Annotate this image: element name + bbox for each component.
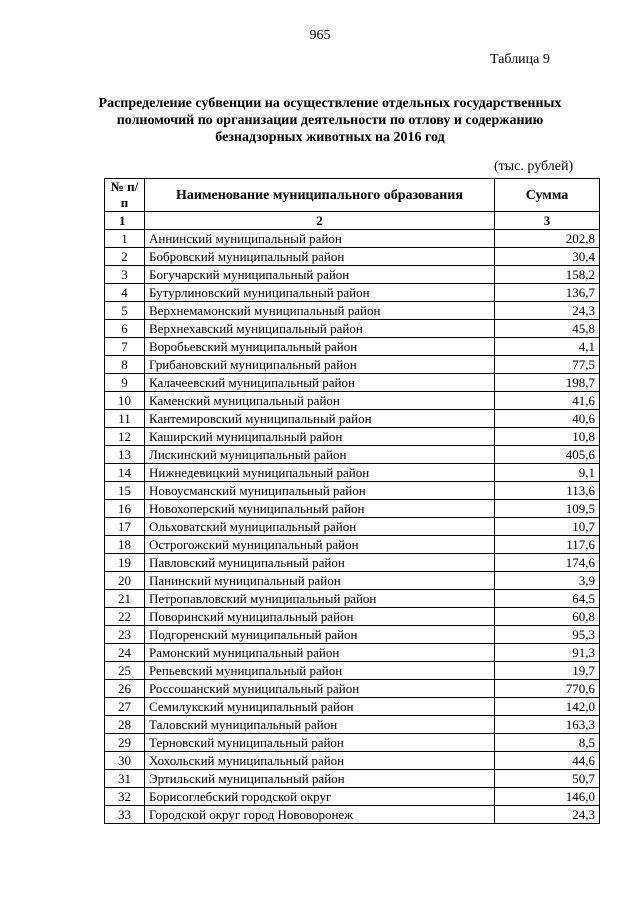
row-sum: 198,7 [495,374,600,392]
table-row [105,500,600,518]
row-sum: 136,7 [495,284,600,302]
row-name: Аннинский муниципальный район [145,230,495,248]
table-row [105,230,600,248]
row-num: 19 [105,554,145,572]
row-num: 3 [105,266,145,284]
row-name: Таловский муниципальный район [145,716,495,734]
row-sum: 174,6 [495,554,600,572]
row-sum: 41,6 [495,392,600,410]
table-row [105,608,600,626]
row-name: Бобровский муниципальный район [145,248,495,266]
row-name: Семилукский муниципальный район [145,698,495,716]
table-row [105,446,600,464]
row-name: Новохоперский муниципальный район [145,500,495,518]
row-num: 28 [105,716,145,734]
table-row [105,644,600,662]
row-num: 12 [105,428,145,446]
column-index-1: 1 [105,212,145,230]
row-sum: 770,6 [495,680,600,698]
table-label: Таблица 9 [490,52,550,67]
table-row [105,554,600,572]
row-name: Кантемировский муниципальный район [145,410,495,428]
row-name: Городской округ город Нововоронеж [145,806,495,824]
row-num: 23 [105,626,145,644]
row-num: 16 [105,500,145,518]
row-sum: 202,8 [495,230,600,248]
row-num: 20 [105,572,145,590]
row-num: 5 [105,302,145,320]
row-name: Терновский муниципальный район [145,734,495,752]
row-name: Каменский муниципальный район [145,392,495,410]
row-sum: 8,5 [495,734,600,752]
header-sum: Сумма [495,179,600,212]
table-row [105,320,600,338]
row-num: 13 [105,446,145,464]
row-name: Бутурлиновский муниципальный район [145,284,495,302]
table-row [105,482,600,500]
row-sum: 117,6 [495,536,600,554]
row-name: Хохольский муниципальный район [145,752,495,770]
row-name: Калачеевский муниципальный район [145,374,495,392]
row-num: 1 [105,230,145,248]
column-index-row [105,212,600,230]
row-sum: 77,5 [495,356,600,374]
row-sum: 50,7 [495,770,600,788]
table-row [105,248,600,266]
row-name: Воробьевский муниципальный район [145,338,495,356]
row-num: 18 [105,536,145,554]
table-row [105,698,600,716]
table-row [105,626,600,644]
column-index-2: 2 [145,212,495,230]
row-name: Поворинский муниципальный район [145,608,495,626]
row-name: Павловский муниципальный район [145,554,495,572]
row-num: 10 [105,392,145,410]
row-sum: 30,4 [495,248,600,266]
row-num: 30 [105,752,145,770]
row-num: 8 [105,356,145,374]
row-num: 26 [105,680,145,698]
table-row [105,788,600,806]
table-row [105,266,600,284]
table-row [105,356,600,374]
table-row [105,464,600,482]
row-num: 11 [105,410,145,428]
row-num: 27 [105,698,145,716]
table-row [105,302,600,320]
row-num: 4 [105,284,145,302]
subvention-table [104,178,600,824]
row-num: 33 [105,806,145,824]
row-sum: 10,8 [495,428,600,446]
row-num: 21 [105,590,145,608]
row-sum: 10,7 [495,518,600,536]
table-row [105,338,600,356]
table-row [105,680,600,698]
row-name: Репьевский муниципальный район [145,662,495,680]
table-row [105,284,600,302]
row-sum: 158,2 [495,266,600,284]
table-row [105,752,600,770]
table-row [105,428,600,446]
row-sum: 60,8 [495,608,600,626]
row-num: 24 [105,644,145,662]
row-name: Богучарский муниципальный район [145,266,495,284]
row-sum: 91,3 [495,644,600,662]
row-sum: 146,0 [495,788,600,806]
row-num: 7 [105,338,145,356]
row-num: 22 [105,608,145,626]
row-sum: 4,1 [495,338,600,356]
row-num: 2 [105,248,145,266]
row-name: Верхнемамонский муниципальный район [145,302,495,320]
row-name: Россошанский муниципальный район [145,680,495,698]
row-num: 6 [105,320,145,338]
row-sum: 9,1 [495,464,600,482]
row-sum: 24,3 [495,302,600,320]
row-sum: 3,9 [495,572,600,590]
row-num: 17 [105,518,145,536]
table-row [105,392,600,410]
row-name: Подгоренский муниципальный район [145,626,495,644]
row-name: Новоусманский муниципальный район [145,482,495,500]
row-sum: 64,5 [495,590,600,608]
table-row [105,770,600,788]
page-number: 965 [309,28,331,43]
table-row [105,716,600,734]
row-name: Лискинский муниципальный район [145,446,495,464]
row-name: Нижнедевицкий муниципальный район [145,464,495,482]
row-sum: 19,7 [495,662,600,680]
header-num: № п/п [105,179,145,212]
table-row [105,806,600,824]
row-name: Панинский муниципальный район [145,572,495,590]
row-name: Ольховатский муниципальный район [145,518,495,536]
row-num: 9 [105,374,145,392]
row-sum: 113,6 [495,482,600,500]
row-name: Грибановский муниципальный район [145,356,495,374]
row-sum: 142,0 [495,698,600,716]
header-name: Наименование муниципального образования [145,179,495,212]
row-num: 32 [105,788,145,806]
row-name: Острогожский муниципальный район [145,536,495,554]
row-sum: 44,6 [495,752,600,770]
row-sum: 40,6 [495,410,600,428]
row-num: 14 [105,464,145,482]
table-row [105,518,600,536]
table-header-row [105,179,600,212]
table-row [105,572,600,590]
row-name: Рамонский муниципальный район [145,644,495,662]
table-row [105,662,600,680]
row-num: 29 [105,734,145,752]
row-sum: 405,6 [495,446,600,464]
row-name: Петропавловский муниципальный район [145,590,495,608]
row-sum: 95,3 [495,626,600,644]
row-name: Борисоглебский городской округ [145,788,495,806]
table-row [105,374,600,392]
table-row [105,590,600,608]
row-sum: 45,8 [495,320,600,338]
row-name: Верхнехавский муниципальный район [145,320,495,338]
row-name: Эртильский муниципальный район [145,770,495,788]
row-sum: 109,5 [495,500,600,518]
row-num: 15 [105,482,145,500]
table-row [105,536,600,554]
table-row [105,410,600,428]
row-num: 31 [105,770,145,788]
row-name: Каширский муниципальный район [145,428,495,446]
table-row [105,734,600,752]
unit-label: (тыс. рублей) [494,159,574,174]
table-title: Распределение субвенции на осуществление отдельных государственных полномочий по организации деятельности по отлову и содержанию безнадзорных животных на 2016 год [98,96,562,145]
row-sum: 163,3 [495,716,600,734]
row-num: 25 [105,662,145,680]
row-sum: 24,3 [495,806,600,824]
column-index-3: 3 [495,212,600,230]
